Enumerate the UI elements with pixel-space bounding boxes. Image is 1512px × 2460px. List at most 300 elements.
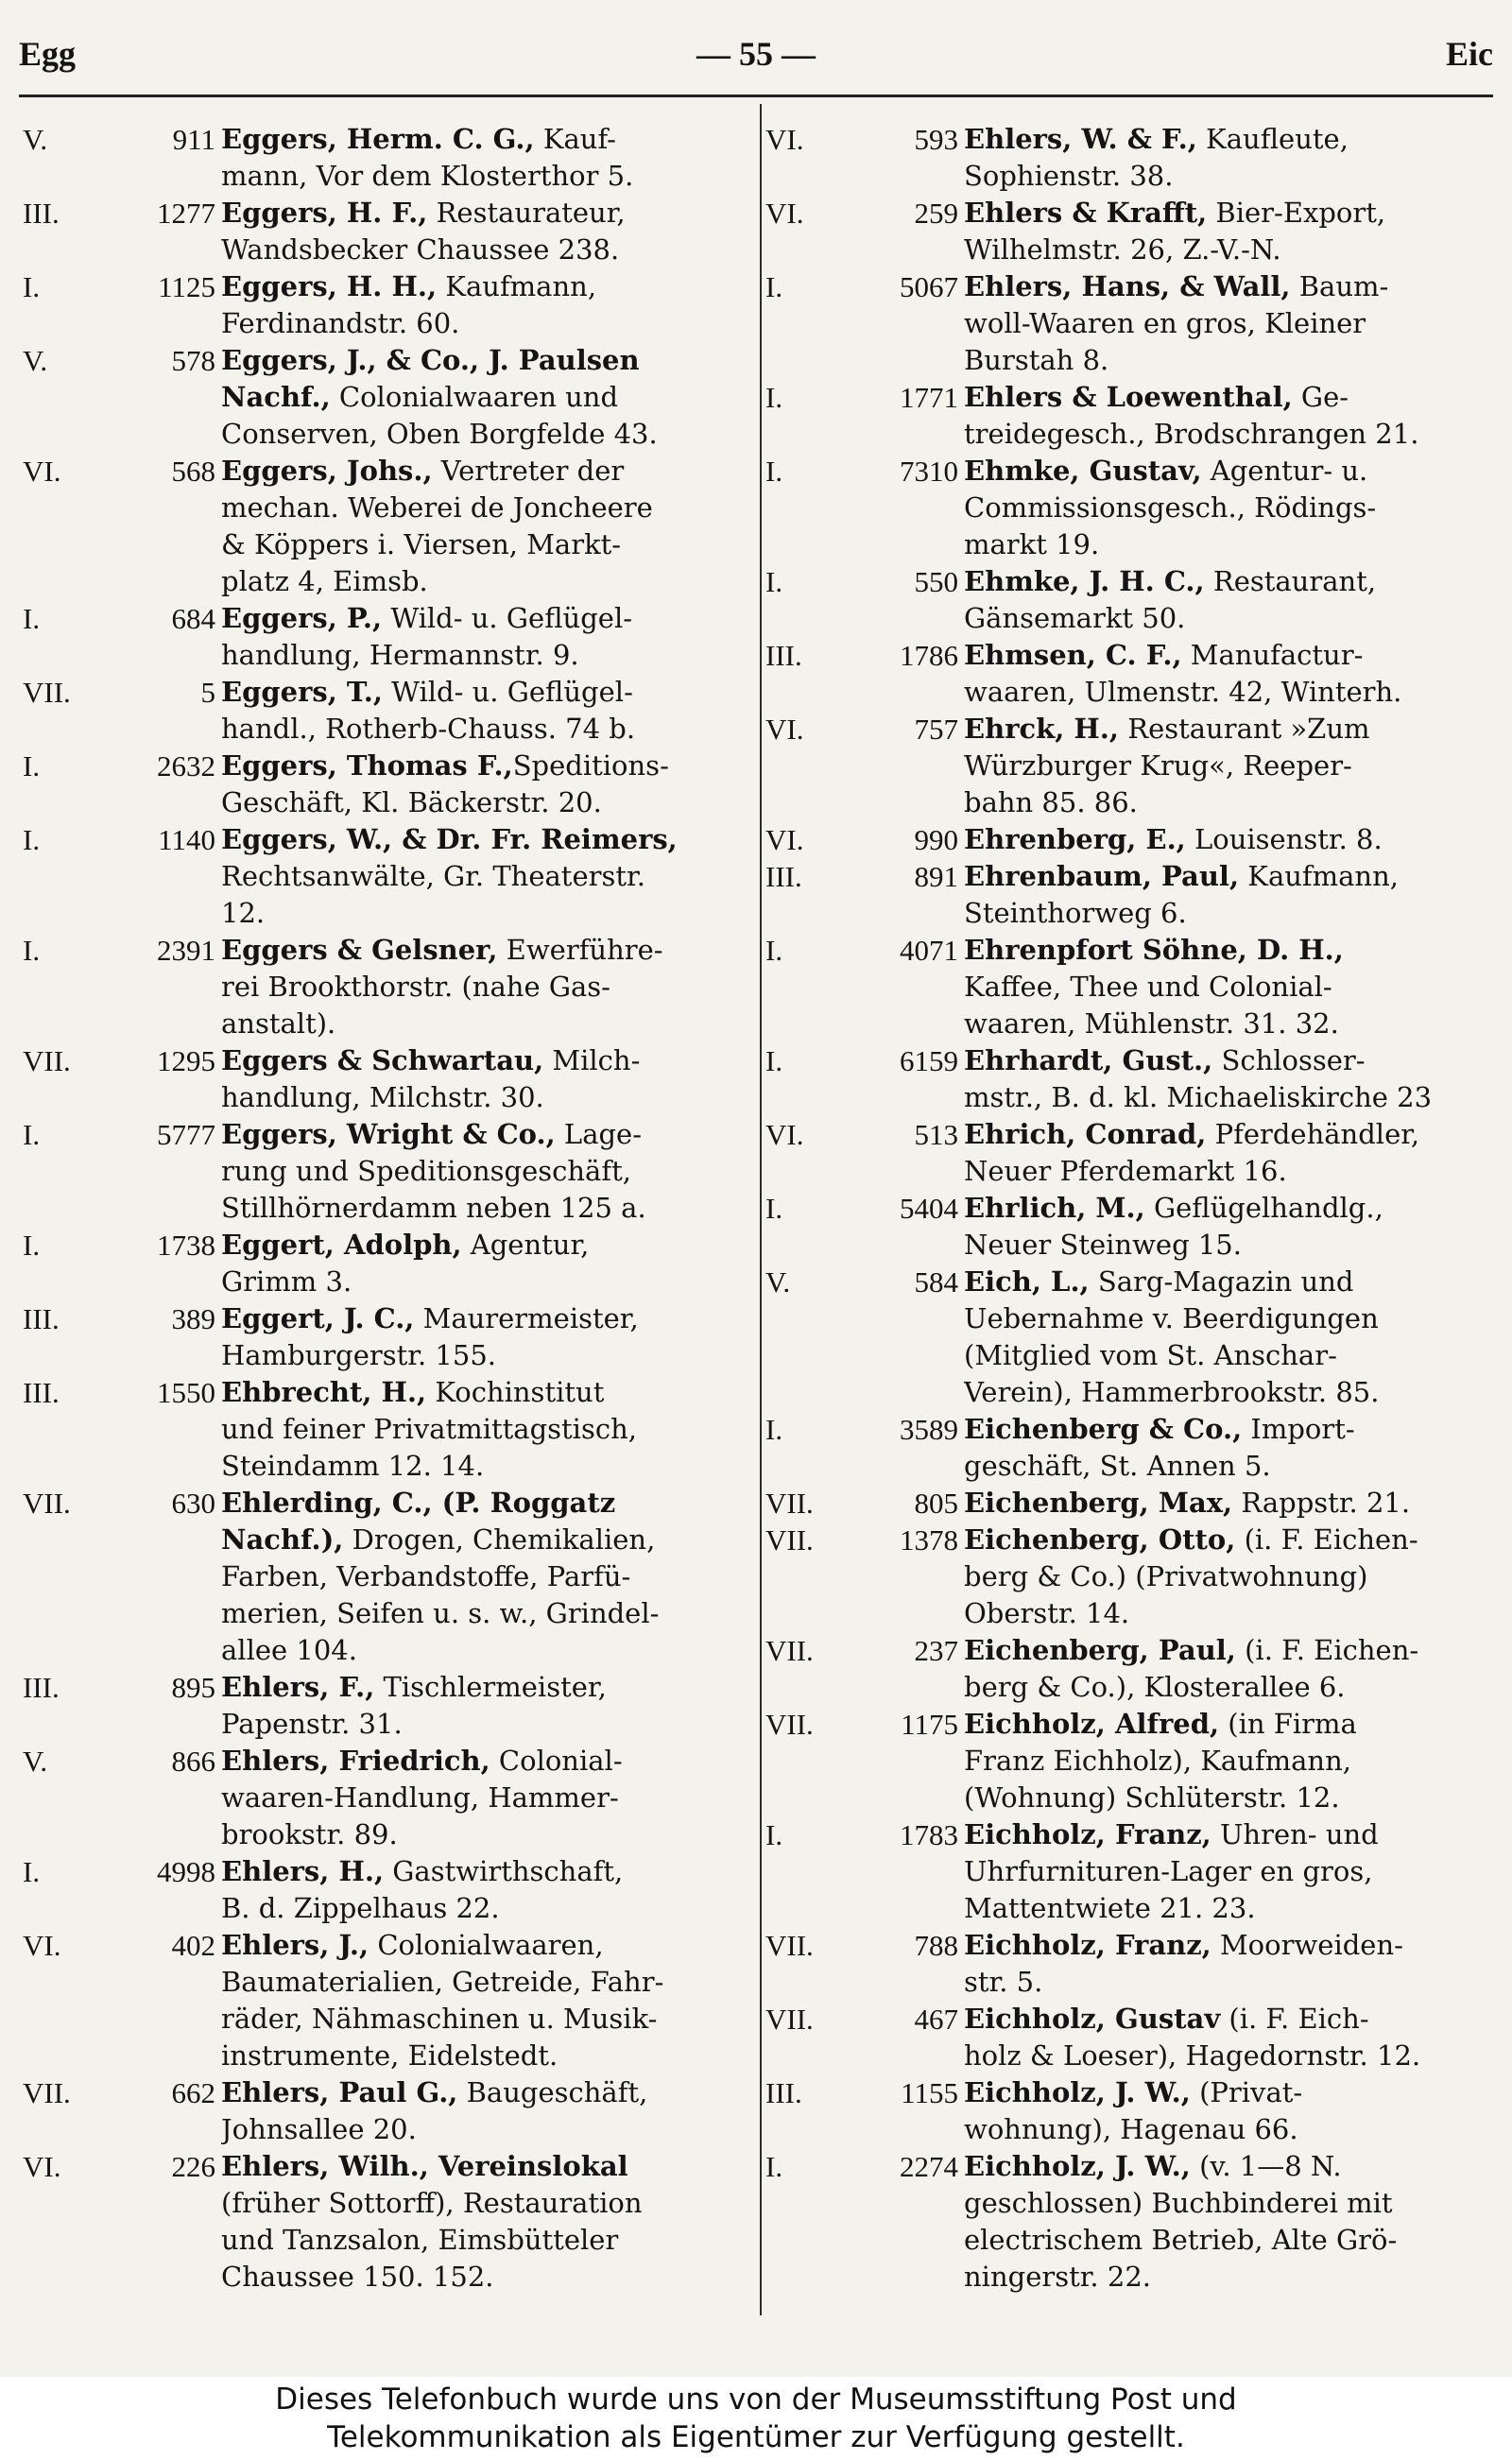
- phone-reference: [23, 932, 221, 969]
- phone-number: 259: [914, 197, 958, 230]
- entry-line: [221, 379, 747, 416]
- entry-text: [964, 453, 1480, 563]
- entry-details: platz 4, Eimsb.: [221, 565, 428, 597]
- entry-line: [221, 1890, 747, 1927]
- directory-entry: [23, 2148, 747, 2296]
- phone-reference: [23, 600, 221, 637]
- entry-text: [964, 2148, 1480, 2296]
- entry-text: [221, 1669, 747, 1743]
- subscriber-name: Eichholz, Alfred,: [964, 1708, 1220, 1740]
- entry-details: Import-: [1242, 1413, 1355, 1445]
- phone-reference: [23, 1227, 221, 1264]
- subscriber-name: Ehrhardt, Gust.,: [964, 1044, 1213, 1076]
- entry-line: [221, 2185, 747, 2222]
- subscriber-name: Eichholz, J. W.,: [964, 2076, 1191, 2108]
- entry-line: [221, 1780, 747, 1816]
- directory-entry: [23, 195, 747, 268]
- subscriber-name: Ehlers, Friedrich,: [221, 1745, 490, 1777]
- entry-details: räder, Nähmaschinen u. Musik-: [221, 2003, 658, 2035]
- entry-details: & Köppers i. Viersen, Markt-: [221, 528, 622, 560]
- exchange-district: VII.: [765, 2003, 814, 2036]
- exchange-district: I.: [765, 381, 783, 414]
- phone-number: 226: [171, 2150, 215, 2183]
- entry-line: [221, 895, 747, 932]
- subscriber-name: Ehmsen, C. F.,: [964, 639, 1182, 671]
- entry-line: [964, 342, 1480, 379]
- entry-text: [221, 1485, 747, 1669]
- entry-details: holz & Loeser), Hagedornstr. 12.: [964, 2039, 1421, 2072]
- entry-details: instrumente, Eidelstedt.: [221, 2039, 558, 2072]
- entry-details: Louisenstr. 8.: [1185, 823, 1383, 855]
- entry-details: Johnsallee 20.: [221, 2113, 417, 2145]
- entry-text: [964, 1116, 1480, 1190]
- entry-line: [964, 2222, 1480, 2259]
- entry-text: [964, 1522, 1480, 1632]
- entry-line: [221, 600, 747, 637]
- entry-details: Geflügelhandlg.,: [1144, 1192, 1383, 1224]
- entry-details: handlung, Hermannstr. 9.: [221, 639, 579, 671]
- entry-details: Uebernahme v. Beerdigungen: [964, 1302, 1379, 1334]
- phone-number: 1277: [157, 197, 215, 230]
- phone-reference: [765, 1264, 964, 1300]
- entry-text: [221, 1853, 747, 1927]
- entry-details: brookstr. 89.: [221, 1818, 398, 1850]
- subscriber-name: Eggers, H. F.,: [221, 197, 428, 229]
- phone-number: 630: [171, 1487, 215, 1520]
- entry-details: Wild- u. Geflügel-: [382, 676, 633, 708]
- entry-details: Restaurateur,: [427, 197, 626, 229]
- phone-reference: [23, 2148, 221, 2185]
- directory-entry: [765, 932, 1480, 1042]
- entry-line: [221, 674, 747, 711]
- phone-number: 5067: [900, 270, 958, 303]
- phone-number: 1771: [900, 381, 958, 414]
- entry-details: Pferdehändler,: [1206, 1118, 1420, 1150]
- entry-details: Gastwirthschaft,: [384, 1855, 624, 1887]
- exchange-district: III.: [23, 1671, 60, 1704]
- directory-entry: [765, 453, 1480, 563]
- entry-line: [964, 158, 1480, 195]
- directory-entry: [23, 1927, 747, 2074]
- directory-entry: [23, 1853, 747, 1927]
- entry-text: [964, 379, 1480, 453]
- phone-reference: [23, 1116, 221, 1153]
- entry-details: Bier-Export,: [1207, 197, 1386, 229]
- entry-line: [964, 1337, 1480, 1374]
- subscriber-name: Eggers, W., & Dr. Fr. Reimers,: [221, 823, 678, 855]
- entry-details: berg & Co.) (Privatwohnung): [964, 1560, 1368, 1592]
- directory-entry: [765, 1264, 1480, 1411]
- entry-details: (i. F. Eichen-: [1235, 1634, 1419, 1666]
- entry-line: [221, 1853, 747, 1890]
- entry-line: [221, 1927, 747, 1964]
- subscriber-name: Eichholz, J. W.,: [964, 2150, 1191, 2182]
- directory-entry: [765, 1632, 1480, 1706]
- directory-entry: [765, 195, 1480, 268]
- entry-details: Uhrfurnituren-Lager en gros,: [964, 1855, 1373, 1887]
- entry-details: Sarg-Magazin und: [1089, 1265, 1354, 1298]
- entry-text: [221, 1300, 747, 1374]
- directory-entry: [23, 342, 747, 453]
- entry-details: Würzburger Krug«, Reeper-: [964, 749, 1352, 782]
- exchange-district: I.: [765, 1044, 783, 1077]
- entry-details: Steindamm 12. 14.: [221, 1450, 485, 1482]
- exchange-district: VII.: [765, 1523, 814, 1557]
- entry-details: Tischlermeister,: [374, 1671, 607, 1703]
- entry-text: [964, 932, 1480, 1042]
- entry-line: [221, 1706, 747, 1743]
- entry-text: [964, 1632, 1480, 1706]
- entry-line: [964, 563, 1480, 600]
- entry-details: Wild- u. Geflügel-: [382, 602, 633, 634]
- subscriber-name: Ehlerding, C., (P. Roggatz: [221, 1487, 616, 1519]
- phone-number: 1378: [900, 1523, 958, 1557]
- entry-details: Vertreter der: [432, 455, 625, 487]
- phone-reference: [23, 1927, 221, 1964]
- phone-number: 757: [914, 713, 958, 746]
- subscriber-name: Ehlers & Krafft,: [964, 197, 1208, 229]
- directory-entry: [765, 563, 1480, 637]
- directory-entry: [765, 379, 1480, 453]
- entry-line: [964, 969, 1480, 1006]
- entry-line: [221, 1116, 747, 1153]
- exchange-district: III.: [23, 1302, 60, 1335]
- phone-number: 2632: [157, 749, 215, 783]
- entry-details: Baum-: [1290, 270, 1389, 302]
- entry-details: (v. 1—8 N.: [1190, 2150, 1342, 2182]
- entry-details: mstr., B. d. kl. Michaeliskirche 23: [964, 1081, 1433, 1113]
- subscriber-name: Ehlers & Loewenthal,: [964, 381, 1293, 413]
- page-number: — 55 —: [696, 35, 816, 73]
- exchange-district: I.: [765, 2150, 783, 2183]
- entry-line: [221, 268, 747, 305]
- phone-reference: [23, 453, 221, 490]
- entry-text: [221, 600, 747, 674]
- header-left-guide-word: Egg: [19, 35, 77, 73]
- phone-number: 389: [171, 1302, 215, 1335]
- entry-line: [964, 1780, 1480, 1816]
- entry-details: waaren, Ulmenstr. 42, Winterh.: [964, 676, 1402, 708]
- entry-line: [964, 1669, 1480, 1706]
- entry-line: [221, 1632, 747, 1669]
- phone-reference: [765, 1522, 964, 1558]
- phone-reference: [23, 1743, 221, 1780]
- phone-number: 684: [171, 602, 215, 635]
- directory-entry: [765, 2074, 1480, 2148]
- entry-line: [221, 1264, 747, 1300]
- entry-line: [964, 1006, 1480, 1042]
- exchange-district: I.: [765, 270, 783, 303]
- phone-number: 891: [914, 860, 958, 893]
- exchange-district: I.: [765, 455, 783, 488]
- entry-line: [221, 711, 747, 748]
- entry-line: [964, 1964, 1480, 2001]
- entry-details: Wandsbecker Chaussee 238.: [221, 233, 620, 266]
- directory-entry: [765, 821, 1480, 858]
- entry-line: [221, 1743, 747, 1780]
- entry-line: [221, 2001, 747, 2038]
- entry-line: [964, 821, 1480, 858]
- exchange-district: VII.: [765, 1634, 814, 1667]
- phone-reference: [765, 195, 964, 232]
- entry-line: [221, 932, 747, 969]
- phone-reference: [23, 2074, 221, 2111]
- entry-line: [221, 1300, 747, 1337]
- phone-number: 3589: [900, 1413, 958, 1446]
- entry-line: [221, 1006, 747, 1042]
- entry-text: [221, 342, 747, 453]
- phone-reference: [23, 674, 221, 711]
- phone-reference: [23, 1853, 221, 1890]
- exchange-district: I.: [765, 1413, 783, 1446]
- entry-line: [964, 121, 1480, 158]
- phone-number: 1786: [900, 639, 958, 672]
- entry-line: [221, 1669, 747, 1706]
- subscriber-name: Ehlers, F.,: [221, 1671, 375, 1703]
- phone-number: 593: [914, 123, 958, 156]
- entry-details: handlung, Milchstr. 30.: [221, 1081, 544, 1113]
- phone-reference: [23, 195, 221, 232]
- entry-line: [221, 158, 747, 195]
- entry-line: [221, 1485, 747, 1522]
- phone-number: 5404: [900, 1192, 958, 1225]
- phone-number: 2391: [157, 934, 215, 967]
- entry-line: [964, 1853, 1480, 1890]
- entry-line: [221, 2111, 747, 2148]
- phone-reference: [765, 2074, 964, 2111]
- subscriber-name: Eggers, H. H.,: [221, 270, 438, 302]
- entry-line: [964, 2074, 1480, 2111]
- exchange-district: I.: [23, 749, 41, 783]
- entry-details: Farben, Verbandstoffe, Parfü-: [221, 1560, 631, 1592]
- entry-line: [964, 2001, 1480, 2038]
- entry-line: [221, 2259, 747, 2296]
- entry-details: Gänsemarkt 50.: [964, 602, 1186, 634]
- entry-details: Restaurant,: [1204, 565, 1377, 597]
- phone-reference: [23, 748, 221, 784]
- entry-details: markt 19.: [964, 528, 1100, 560]
- entry-details: Manufactur-: [1181, 639, 1364, 671]
- directory-entry: [23, 1227, 747, 1300]
- directory-entry: [765, 1927, 1480, 2001]
- exchange-district: VII.: [23, 1487, 71, 1520]
- phone-reference: [765, 1816, 964, 1853]
- entry-details: Kochinstitut: [426, 1376, 605, 1408]
- entry-line: [964, 1522, 1480, 1558]
- entry-line: [964, 1485, 1480, 1522]
- exchange-district: I.: [23, 1118, 41, 1151]
- header-rule: [19, 95, 1493, 97]
- exchange-district: I.: [23, 1229, 41, 1262]
- entry-details: (früher Sottorff), Restauration: [221, 2187, 643, 2219]
- entry-details: mechan. Weberei de Joncheere: [221, 491, 653, 524]
- entry-line: [964, 2259, 1480, 2296]
- entry-text: [964, 637, 1480, 711]
- directory-entry: [765, 1411, 1480, 1485]
- entry-line: [221, 1374, 747, 1411]
- entry-line: [964, 2185, 1480, 2222]
- phone-reference: [23, 1669, 221, 1706]
- directory-entry: [23, 1300, 747, 1374]
- entry-details: anstalt).: [221, 1007, 336, 1040]
- entry-line: [221, 2038, 747, 2074]
- entry-details: Restaurant »Zum: [1119, 713, 1370, 745]
- phone-number: 513: [914, 1118, 958, 1151]
- exchange-district: III.: [23, 197, 60, 230]
- entry-line: [964, 748, 1480, 784]
- directory-entry: [23, 821, 747, 932]
- exchange-district: VI.: [765, 1118, 804, 1151]
- exchange-district: I.: [23, 602, 41, 635]
- exchange-district: VI.: [765, 713, 804, 746]
- directory-entry: [765, 1190, 1480, 1264]
- exchange-district: VI.: [765, 197, 804, 230]
- phone-number: 4071: [900, 934, 958, 967]
- directory-entry: [765, 858, 1480, 932]
- subscriber-name: Eggers, Wright & Co.,: [221, 1118, 556, 1150]
- entry-details: Steinthorweg 6.: [964, 897, 1187, 929]
- exchange-district: III.: [765, 639, 802, 672]
- entry-line: [964, 1116, 1480, 1153]
- entry-details: Baumaterialien, Getreide, Fahr-: [221, 1966, 664, 1998]
- entry-line: [964, 1448, 1480, 1485]
- directory-entry: [23, 268, 747, 342]
- exchange-district: VI.: [765, 823, 804, 856]
- entry-line: [964, 1706, 1480, 1743]
- subscriber-name: Ehlers, W. & F.,: [964, 123, 1197, 155]
- entry-details: Burstah 8.: [964, 344, 1109, 376]
- phone-number: 662: [171, 2076, 215, 2109]
- phone-reference: [765, 1116, 964, 1153]
- entry-line: [221, 195, 747, 232]
- directory-entry: [23, 1485, 747, 1669]
- phone-reference: [23, 1300, 221, 1337]
- subscriber-name: Eggers, Herm. C. G.,: [221, 123, 535, 155]
- phone-reference: [23, 821, 221, 858]
- subscriber-name: Ehlers, J.,: [221, 1929, 369, 1961]
- phone-reference: [23, 1042, 221, 1079]
- exchange-district: I.: [765, 934, 783, 967]
- entry-text: [221, 2074, 747, 2148]
- entry-line: [964, 1927, 1480, 1964]
- entry-line: [964, 379, 1480, 416]
- phone-reference: [765, 379, 964, 416]
- entry-line: [964, 711, 1480, 748]
- entry-details: und feiner Privatmittagstisch,: [221, 1413, 637, 1445]
- entry-line: [964, 1411, 1480, 1448]
- exchange-district: VI.: [23, 1929, 61, 1962]
- exchange-district: VII.: [765, 1487, 814, 1520]
- entry-details: Neuer Pferdemarkt 16.: [964, 1155, 1287, 1187]
- subscriber-name: Ehlers, Hans, & Wall,: [964, 270, 1291, 302]
- entry-details: Ferdinandstr. 60.: [221, 307, 460, 339]
- entry-line: [221, 305, 747, 342]
- subscriber-name: Eggers, P.,: [221, 602, 383, 634]
- phone-number: 1295: [157, 1044, 215, 1077]
- right-column: [765, 121, 1480, 2296]
- entry-line: [221, 637, 747, 674]
- footer-notice: [0, 2377, 1512, 2460]
- phone-number: 1783: [900, 1818, 958, 1851]
- entry-line: [221, 490, 747, 526]
- entry-line: [964, 1558, 1480, 1595]
- entry-text: [221, 453, 747, 600]
- entry-text: [221, 1374, 747, 1485]
- footer-line-2: Telekommunikation als Eigentümer zur Verfügung gestellt.: [327, 2420, 1185, 2454]
- exchange-district: V.: [765, 1265, 791, 1299]
- entry-text: [964, 1927, 1480, 2001]
- phone-reference: [765, 1927, 964, 1964]
- entry-line: [221, 453, 747, 490]
- entry-details: Kaufleute,: [1196, 123, 1349, 155]
- entry-details: waaren, Mühlenstr. 31. 32.: [964, 1007, 1339, 1040]
- exchange-district: VII.: [765, 1929, 814, 1962]
- entry-line: [221, 1595, 747, 1632]
- subscriber-name: Eichholz, Franz,: [964, 1929, 1211, 1961]
- entry-line: [221, 821, 747, 858]
- exchange-district: V.: [23, 123, 48, 156]
- subscriber-name: Ehrenpfort Söhne, D. H.,: [964, 934, 1344, 966]
- entry-line: [221, 121, 747, 158]
- entry-line: [221, 2074, 747, 2111]
- subscriber-name: Eggers & Gelsner,: [221, 934, 498, 966]
- phone-number: 584: [914, 1265, 958, 1299]
- entry-line: [221, 2148, 747, 2185]
- entry-line: [221, 1042, 747, 1079]
- entry-details: Rappstr. 21.: [1232, 1487, 1411, 1519]
- entry-text: [221, 748, 747, 821]
- entry-text: [221, 1042, 747, 1116]
- entry-details: Kauf-: [534, 123, 616, 155]
- entry-details: Neuer Steinweg 15.: [964, 1229, 1242, 1261]
- phone-number: 4998: [157, 1855, 215, 1888]
- exchange-district: VI.: [765, 123, 804, 156]
- subscriber-name: Ehrenberg, E.,: [964, 823, 1186, 855]
- entry-line: [221, 1079, 747, 1116]
- directory-entry: [23, 600, 747, 674]
- entry-details: Agentur,: [461, 1229, 590, 1261]
- entry-text: [964, 268, 1480, 379]
- column-divider: [760, 104, 762, 2315]
- entry-details: Milch-: [543, 1044, 641, 1076]
- exchange-district: VI.: [23, 455, 61, 488]
- entry-text: [964, 1411, 1480, 1485]
- entry-text: [221, 1743, 747, 1853]
- exchange-district: I.: [23, 1855, 41, 1888]
- exchange-district: V.: [23, 344, 48, 377]
- entry-details: Grimm 3.: [221, 1265, 352, 1298]
- subscriber-name: Ehrlich, M.,: [964, 1192, 1145, 1224]
- entry-text: [964, 1042, 1480, 1116]
- subscriber-name: Eggers & Schwartau,: [221, 1044, 544, 1076]
- subscriber-name: Eich, L.,: [964, 1265, 1090, 1298]
- phone-reference: [765, 1632, 964, 1669]
- entry-text: [221, 268, 747, 342]
- entry-details: (Wohnung) Schlüterstr. 12.: [964, 1781, 1340, 1814]
- directory-entry: [23, 453, 747, 600]
- entry-line: [964, 2148, 1480, 2185]
- subscriber-name: Ehrich, Conrad,: [964, 1118, 1207, 1150]
- phone-number: 1140: [158, 823, 215, 856]
- exchange-district: I.: [23, 270, 41, 303]
- phone-number: 568: [171, 455, 215, 488]
- subscriber-name: Nachf.,: [221, 381, 331, 413]
- subscriber-name: Eichenberg & Co.,: [964, 1413, 1243, 1445]
- directory-entry: [23, 1042, 747, 1116]
- phone-number: 1125: [158, 270, 215, 303]
- exchange-district: VII.: [23, 676, 71, 709]
- entry-text: [964, 195, 1480, 268]
